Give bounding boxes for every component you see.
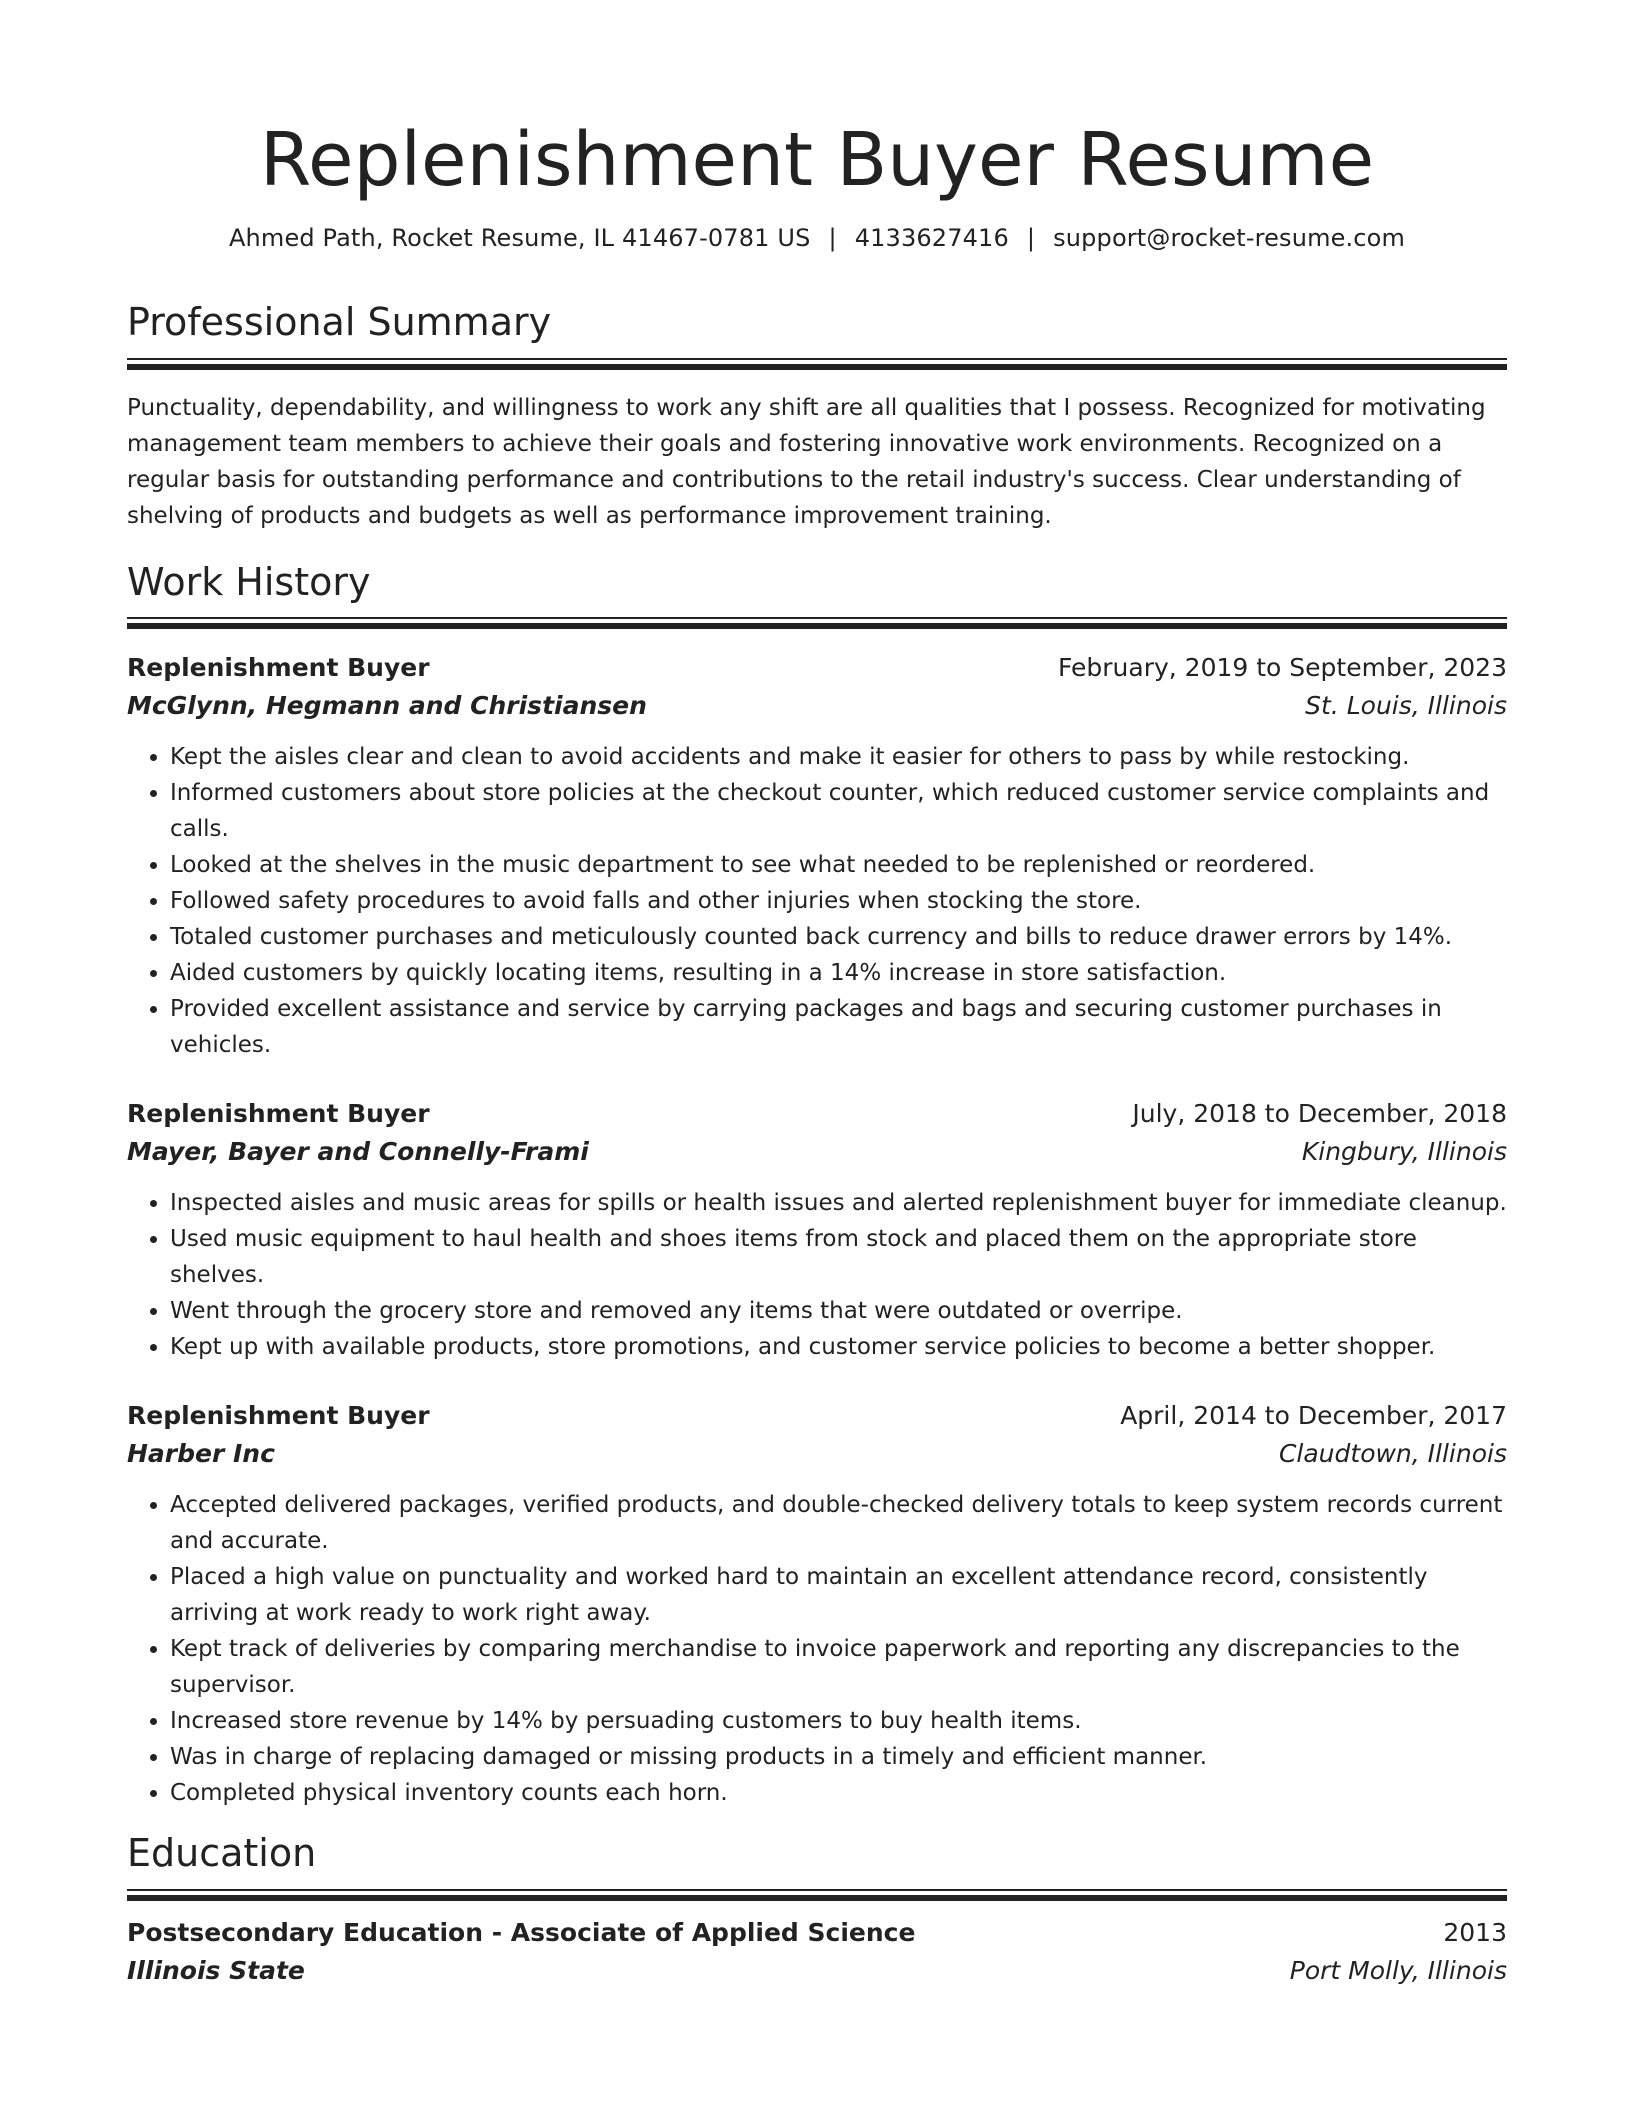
job-company: McGlynn, Hegmann and Christiansen — [127, 691, 647, 721]
job-entry — [127, 1095, 1507, 1365]
job-bullets — [127, 1487, 1507, 1811]
job-bullet: • Was in charge of replacing damaged or missing products in a timely and efficient manner. — [170, 1739, 1507, 1775]
job-company: Mayer, Bayer and Connelly-Frami — [127, 1137, 589, 1167]
job-bullet: • Followed safety procedures to avoid falls and other injuries when stocking the store. — [170, 883, 1507, 919]
section-heading-summary: Professional Summary — [127, 300, 552, 345]
job-dates: July, 2018 to December, 2018 — [1132, 1099, 1507, 1129]
job-title-row — [127, 1397, 1507, 1435]
education-year: 2013 — [1443, 1918, 1507, 1948]
job-role: Replenishment Buyer — [127, 653, 430, 683]
job-dates: April, 2014 to December, 2017 — [1120, 1401, 1507, 1431]
job-location: Kingbury, Illinois — [1301, 1137, 1507, 1167]
job-bullet: • Inspected aisles and music areas for spills or health issues and alerted replenishment buyer for immediate cleanup. — [170, 1185, 1507, 1221]
job-bullet: • Used music equipment to haul health and shoes items from stock and placed them on the appropriate store shelves. — [170, 1221, 1507, 1293]
job-bullet: • Looked at the shelves in the music department to see what needed to be replenished or reordered. — [170, 847, 1507, 883]
job-entry — [127, 649, 1507, 1063]
job-bullets — [127, 739, 1507, 1063]
work-history-section — [127, 560, 1507, 1812]
job-dates: February, 2019 to September, 2023 — [1058, 653, 1507, 683]
job-entry — [127, 1397, 1507, 1811]
job-bullet: • Went through the grocery store and removed any items that were outdated or overripe. — [170, 1293, 1507, 1329]
contact-email[interactable]: support@rocket-resume.com — [1053, 224, 1405, 253]
job-title-row — [127, 649, 1507, 687]
job-bullet: • Completed physical inventory counts each horn. — [170, 1775, 1507, 1811]
job-bullet: • Provided excellent assistance and service by carrying packages and bags and securing customer purchases in vehicles. — [170, 991, 1507, 1063]
job-bullet: • Accepted delivered packages, verified products, and double-checked delivery totals to keep system records current and accurate. — [170, 1487, 1507, 1559]
education-school: Illinois State — [127, 1956, 305, 1986]
job-role: Replenishment Buyer — [127, 1401, 430, 1431]
summary-section — [127, 300, 1507, 534]
contact-phone: 4133627416 — [854, 224, 1009, 253]
job-title-row — [127, 1095, 1507, 1133]
section-heading-education: Education — [127, 1831, 317, 1876]
job-bullet: • Kept up with available products, store promotions, and customer service policies to become a better shopper. — [170, 1329, 1507, 1365]
education-section — [127, 1831, 1507, 1990]
job-company: Harber Inc — [127, 1439, 275, 1469]
job-company-row — [127, 1435, 1507, 1473]
section-heading-work: Work History — [127, 559, 371, 604]
job-bullets — [127, 1185, 1507, 1365]
resume-title: Replenishment Buyer Resume — [259, 117, 1375, 203]
contact-separator: | — [828, 224, 837, 253]
job-company-row — [127, 1133, 1507, 1171]
section-divider — [127, 617, 1507, 628]
job-location: Claudtown, Illinois — [1278, 1439, 1507, 1469]
job-bullet: • Aided customers by quickly locating items, resulting in a 14% increase in store satisfaction. — [170, 955, 1507, 991]
contact-address: Ahmed Path, Rocket Resume, IL 41467-0781 US — [228, 224, 811, 253]
section-divider — [127, 358, 1507, 369]
education-degree-row — [127, 1914, 1507, 1952]
section-divider — [127, 1889, 1507, 1900]
job-bullet: • Totaled customer purchases and meticulously counted back currency and bills to reduce drawer errors by 14%. — [170, 919, 1507, 955]
job-bullet: • Informed customers about store policies at the checkout counter, which reduced customer service complaints and calls. — [170, 775, 1507, 847]
job-role: Replenishment Buyer — [127, 1099, 430, 1129]
job-bullet: • Kept track of deliveries by comparing merchandise to invoice paperwork and reporting any discrepancies to the supervisor. — [170, 1631, 1507, 1703]
summary-text: Punctuality, dependability, and willingness to work any shift are all qualities that I possess. Recognized for motivating management team members to achieve their goals and fostering innovative work environments. Recognized on a regular basis for outstanding performance and contributions to the retail industry's success. Clear understanding of shelving of products and budgets as well as performance improvement training. — [127, 394, 1486, 529]
job-company-row — [127, 687, 1507, 725]
contact-line — [127, 223, 1507, 254]
education-location: Port Molly, Illinois — [1289, 1956, 1507, 1986]
job-location: St. Louis, Illinois — [1305, 691, 1507, 721]
job-bullet: • Increased store revenue by 14% by persuading customers to buy health items. — [170, 1703, 1507, 1739]
job-bullet: • Placed a high value on punctuality and worked hard to maintain an excellent attendance record, consistently arriving at work ready to work right away. — [170, 1559, 1507, 1631]
job-bullet: • Kept the aisles clear and clean to avoid accidents and make it easier for others to pass by while restocking. — [170, 739, 1507, 775]
contact-separator: | — [1026, 224, 1036, 253]
education-degree: Postsecondary Education - Associate of Applied Science — [127, 1918, 916, 1948]
education-school-row — [127, 1952, 1507, 1990]
